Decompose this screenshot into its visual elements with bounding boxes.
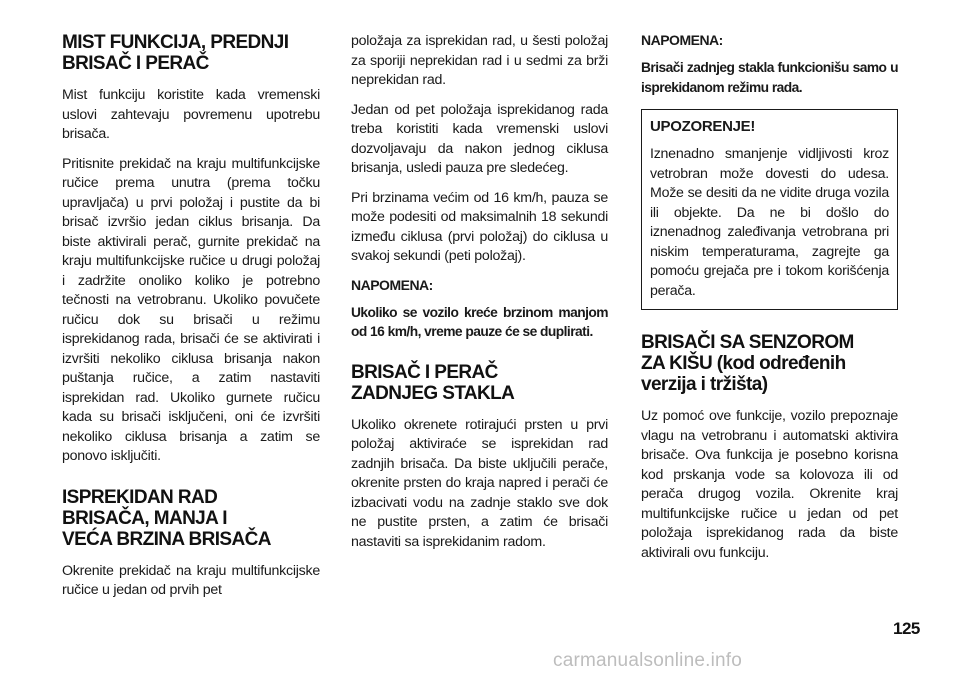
paragraph: Pritisnite prekidač na kraju multifunkcijske ručice prema unutra (prema točku upravljača) u prvi položaj i pustite da bi brisač izvršio jedan ciklus brisanja. Da biste aktivirali perač, gurnite prekidač na kraju multifunkcijske ručice u drugi položaj i zadržite onoliko koliko je potrebno tečnosti na vetrobranu. Ukoliko povučete ručicu dok su brisači u režimu isprekidanog rada, brisači će se aktivirati i izvršiti nekoliko ciklusa brisanja nakon puštanja ručice, a zatim nastaviti isprekidan rad. Ukoliko gurnete ručicu kada su brisači isključeni, oni će izvršiti nekoliko ciklusa brisanja a zatim se ponovo isključiti. (62, 155, 320, 464)
note-text: Brisači zadnjeg stakla funkcionišu samo u isprekidanom režimu rada. (641, 60, 898, 95)
paragraph: Ukoliko okrenete rotirajući prsten u prvi položaj aktiviraće se isprekidan rad zadnjih brisača. Da biste uključili perače, okrenite prsten do kraja napred i perači će izbacivati vodu na zadnje staklo sve dok ne pustite prsten, a zatim će brisači nastaviti sa isprekidanim radom. (351, 416, 608, 550)
warning-box (641, 109, 898, 310)
heading-line: BRISAČ I PERAČ (62, 53, 209, 74)
section-heading-rain-sensor (641, 332, 898, 395)
paragraph: Jedan od pet položaja isprekidanog rada treba koristiti kada vremenski uslovi dozvoljavaju da nakon jednog ciklusa brisanja, usledi pauza pre sledećeg. (351, 101, 608, 176)
paragraph: Mist funkciju koristite kada vremenski uslovi zahtevaju povremenu upotrebu brisača. (62, 87, 320, 142)
heading-line: verzija i tržišta) (641, 374, 768, 395)
note-label: NAPOMENA: (641, 32, 723, 48)
note-label: NAPOMENA: (351, 276, 433, 293)
section-heading-mist-function (62, 32, 320, 74)
heading-line: ISPREKIDAN RAD (62, 486, 218, 508)
note-text: Ukoliko se vozilo kreće brzinom manjom od 16 km/h, vreme pauze će se duplirati. (351, 304, 608, 339)
warning-title: UPOZORENJE! (650, 118, 756, 135)
column-middle (351, 32, 608, 562)
paragraph: Uz pomoć ove funkcije, vozilo prepoznaje vlagu na vetrobranu i automatski aktivira brisače. Ova funkcija je posebno korisna kod prskanja vode sa kolovoza ili od perača drugog vozila. Okrenite kraj multifunkcijske ručice u jedan od pet položaja isprekidanog rada da biste aktivirali ovu funkciju. (641, 408, 898, 561)
paragraph: Pri brzinama većim od 16 km/h, pauza se može podesiti od maksimalnih 18 sekundi između ciklusa (prvi položaj) do ciklusa u svakoj sekundi (peti položaj). (351, 189, 608, 264)
heading-line: BRISAČ I PERAČ (351, 361, 498, 383)
paragraph: položaja za isprekidan rad, u šesti položaj za sporiji neprekidan rad i u sedmi za brži neprekidan rad. (351, 33, 608, 88)
heading-line: ZA KIŠU (kod određenih (641, 353, 846, 374)
section-heading-intermittent-wiping (62, 487, 320, 550)
heading-line: ZADNJEG STAKLA (351, 382, 515, 404)
warning-text: Iznenadno smanjenje vidljivosti kroz vetrobran može dovesti do udesa. Može se desiti da ne vidite druga vozila ili objekte. Da ne bi došlo do iznenadnog zaleđivanja vetrobrana pri niskim temperaturama, zagrejte ga pomoću grejača pre i tokom korišćenja perača. (650, 146, 889, 299)
heading-line: VEĆA BRZINA BRISAČA (62, 528, 271, 550)
watermark: carmanualsonline.info (553, 650, 743, 671)
paragraph: Okrenite prekidač na kraju multifunkcijske ručice u jedan od prvih pet (62, 562, 320, 598)
column-right (641, 32, 898, 573)
heading-line: MIST FUNKCIJA, PREDNJI (62, 32, 289, 53)
heading-line: BRISAČA, MANJA I (62, 507, 227, 529)
section-heading-rear-wiper (351, 362, 608, 404)
column-left (62, 32, 320, 611)
heading-line: BRISAČI SA SENZOROM (641, 332, 854, 353)
page-number: 125 (893, 619, 920, 638)
